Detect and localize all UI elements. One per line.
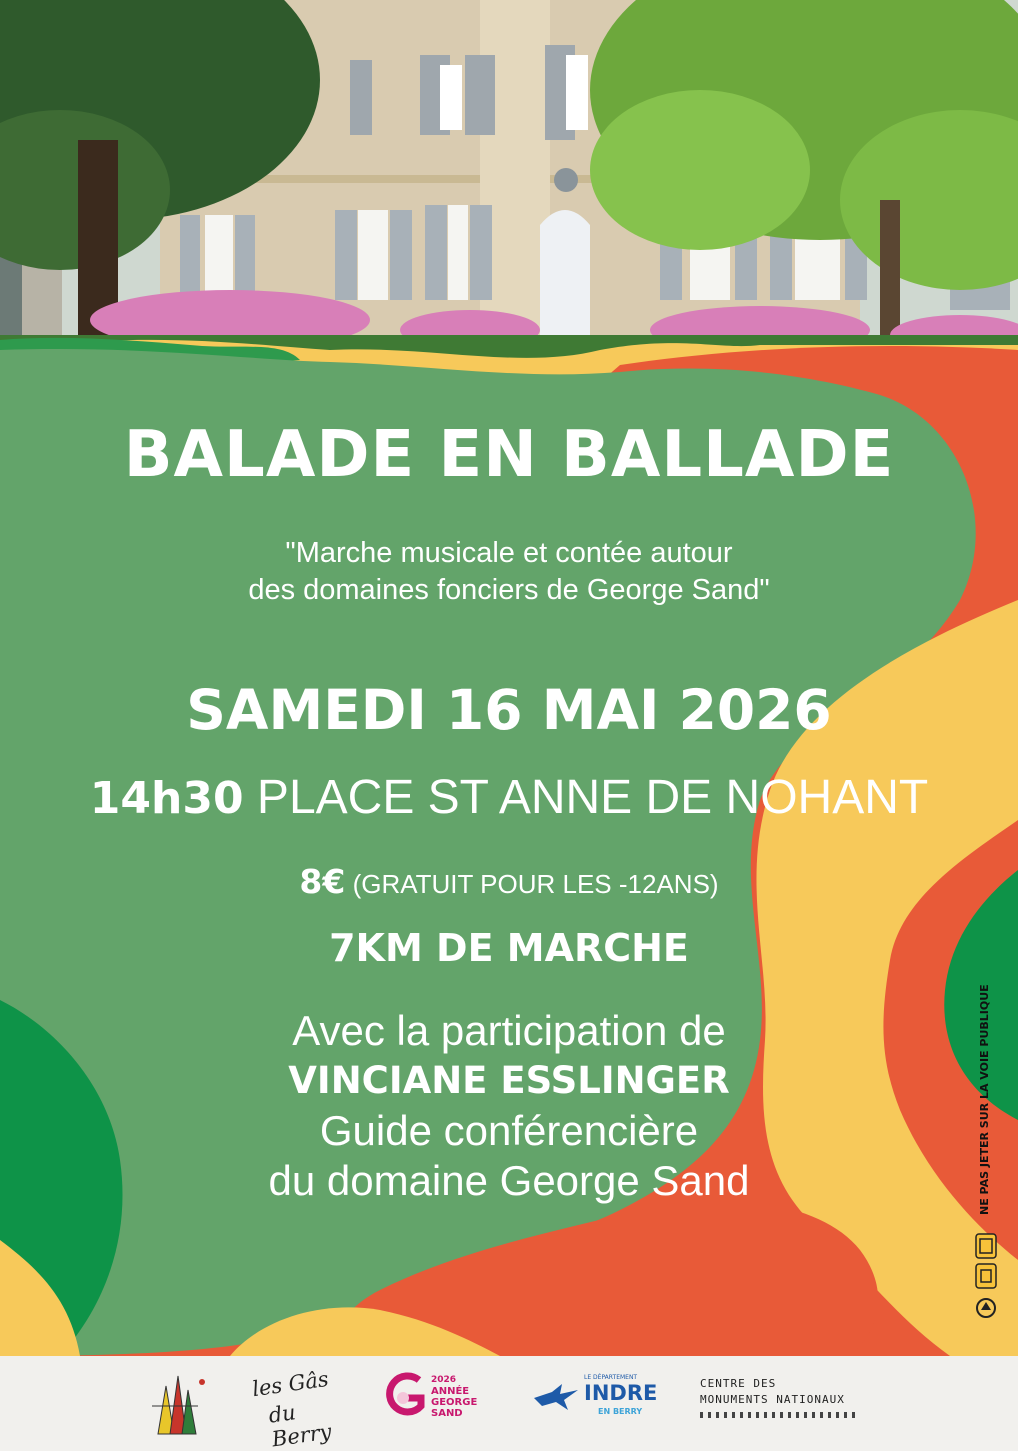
event-title: BALADE EN BALLADE (123, 418, 895, 492)
annee-george-sand-logo (385, 1356, 495, 1440)
box-icon (976, 1264, 996, 1288)
price-line (0, 862, 1018, 901)
event-date: SAMEDI 16 MAI 2026 (186, 678, 832, 742)
participation-intro: Avec la participation de (292, 1007, 726, 1054)
cmn-line-1: CENTRE DES (700, 1377, 777, 1390)
ags-line-2: GEORGE (431, 1397, 478, 1408)
ags-line-1: ANNÉE (431, 1386, 470, 1397)
indre-main: INDRE (584, 1381, 658, 1405)
indre-en-berry-logo (532, 1356, 658, 1440)
indre-small: LE DÉPARTEMENT (584, 1374, 638, 1381)
g-monogram-icon (385, 1372, 425, 1422)
gas-du-berry-line-2: du Berry (267, 1400, 333, 1451)
bin-icon (976, 1234, 996, 1258)
event-time: 14h30 (89, 773, 244, 824)
cmn-logo (700, 1356, 880, 1440)
guide-name: VINCIANE ESSLINGER (288, 1059, 730, 1102)
guide-role-line-2: du domaine George Sand (268, 1157, 750, 1204)
ags-line-3: SAND (431, 1408, 463, 1419)
event-place: PLACE ST ANNE DE NOHANT (256, 771, 929, 824)
bird-icon (532, 1382, 580, 1412)
gas-du-berry-line-1: les Gâs (250, 1366, 330, 1402)
gas-du-berry-logo (250, 1356, 352, 1451)
cmn-pattern (700, 1412, 860, 1418)
indre-sub: EN BERRY (598, 1407, 643, 1416)
partner-logos-footer (0, 1356, 1018, 1451)
subtitle-line-2: des domaines fonciers de George Sand" (248, 574, 770, 606)
time-and-place (0, 770, 1018, 825)
cmn-line-2: MONUMENTS NATIONAUX (700, 1393, 845, 1406)
disposal-notice: NE PAS JETER SUR LA VOIE PUBLIQUE (978, 984, 991, 1215)
subtitle-line-1: "Marche musicale et contée autour (285, 537, 733, 569)
participation-block (0, 1006, 1018, 1206)
event-subtitle (0, 535, 1018, 609)
association-emblem-logo (148, 1356, 208, 1440)
ags-year: 2026 (431, 1375, 457, 1385)
recycling-icons (972, 1232, 1000, 1322)
walk-distance: 7KM DE MARCHE (329, 926, 689, 970)
event-price: 8€ (299, 862, 346, 901)
price-note: (GRATUIT POUR LES -12ANS) (352, 869, 719, 899)
guide-role-line-1: Guide conférencière (319, 1107, 699, 1154)
